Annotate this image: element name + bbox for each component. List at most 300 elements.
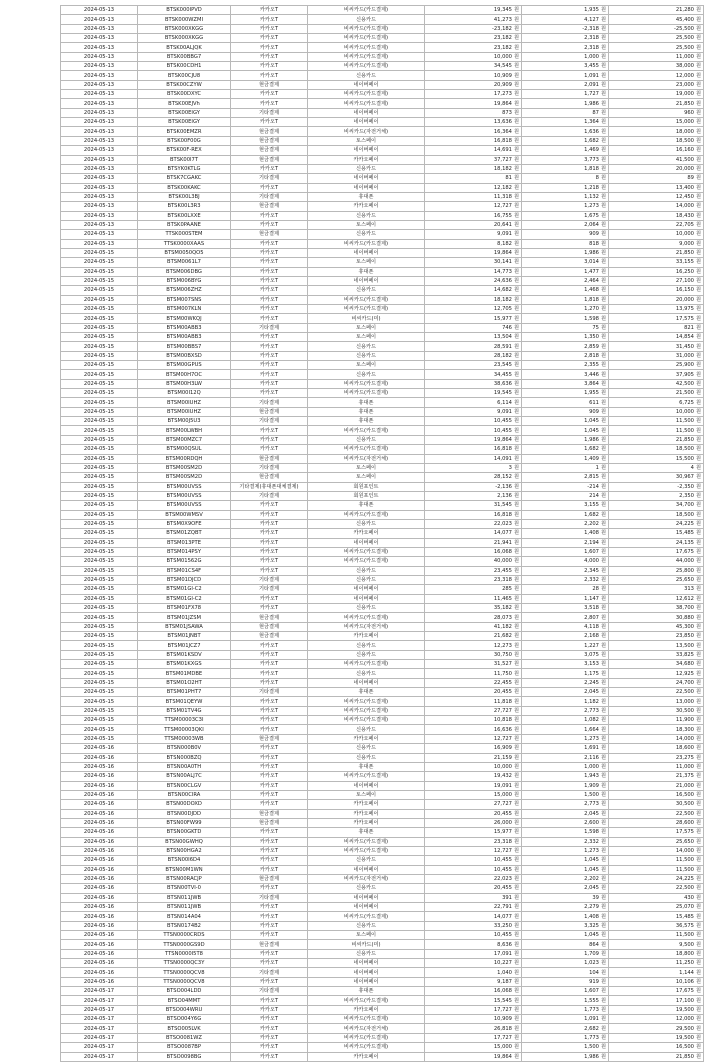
cell-value: BTSN00HGA2 [166, 848, 202, 855]
cell-value: 토스페이 [355, 334, 377, 341]
cell-value: 34,455 [493, 371, 512, 378]
cell-value: 카카오T [259, 595, 279, 602]
order-id-cell [138, 874, 231, 883]
total-amount-cell [609, 314, 704, 323]
supply-amount-cell [425, 669, 522, 678]
cell-value: 2024-05-15 [83, 642, 115, 649]
cell-value: 2024-05-15 [83, 334, 115, 341]
vat-cell [522, 62, 609, 71]
payment-method-cell [308, 818, 425, 827]
payment-method-cell [308, 351, 425, 360]
cell-value: 카카오T [259, 1006, 279, 1013]
cell-value: 1,818 [584, 296, 599, 303]
cell-value: 토스페이 [355, 792, 377, 799]
currency-unit: 원 [513, 577, 519, 584]
order-id-cell [138, 716, 231, 725]
category-cell [231, 846, 308, 855]
cell-value: BTSM00H7OC [165, 371, 202, 378]
supply-amount-cell [425, 856, 522, 865]
cell-value: 430 [684, 894, 694, 901]
table-row [61, 426, 704, 435]
cell-value: 토스페이 [355, 222, 377, 229]
supply-amount-cell [425, 370, 522, 379]
cell-value: 2024-05-16 [83, 810, 115, 817]
category-cell [231, 1005, 308, 1014]
vat-cell [522, 566, 609, 575]
cell-value: 12,925 [675, 670, 694, 677]
total-amount-cell [609, 34, 704, 43]
order-id-cell [138, 959, 231, 968]
currency-unit: 원 [695, 203, 701, 210]
category-cell [231, 463, 308, 472]
cell-value: 26,000 [493, 820, 512, 827]
cell-value: -23,182 [491, 25, 512, 32]
table-row [61, 968, 704, 977]
table-row [61, 192, 704, 201]
currency-unit: 원 [695, 876, 701, 883]
cell-value: 비씨카드(카드결제) [343, 773, 389, 780]
currency-unit: 원 [513, 539, 519, 546]
table-row [61, 24, 704, 33]
currency-unit: 원 [513, 343, 519, 350]
category-cell [231, 968, 308, 977]
cell-value: 카카오T [259, 764, 279, 771]
cell-value: 회원포인트 [353, 493, 379, 500]
order-id-cell [138, 669, 231, 678]
cell-value: BTSK00EIGY [168, 119, 200, 126]
currency-unit: 원 [513, 820, 519, 827]
currency-unit: 원 [513, 978, 519, 985]
payment-method-cell [308, 379, 425, 388]
cell-value: 2024-05-15 [83, 586, 115, 593]
currency-unit: 원 [695, 1025, 701, 1032]
supply-amount-cell [425, 43, 522, 52]
order-id-cell [138, 454, 231, 463]
currency-unit: 원 [513, 324, 519, 331]
payment-method-cell [308, 482, 425, 491]
vat-cell [522, 931, 609, 940]
vat-cell [522, 295, 609, 304]
vat-cell [522, 604, 609, 613]
vat-cell [522, 529, 609, 538]
supply-amount-cell [425, 1024, 522, 1033]
payment-method-cell [308, 333, 425, 342]
date-cell [61, 1052, 138, 1061]
cell-value: 17,575 [675, 315, 694, 322]
cell-value: BTSO0081WZ [166, 1034, 202, 1041]
cell-value: BTSM01MDBE [165, 670, 203, 677]
supply-amount-cell [425, 108, 522, 117]
total-amount-cell [609, 220, 704, 229]
cell-value: 2024-05-16 [83, 745, 115, 752]
cell-value: 1 [595, 465, 599, 472]
cell-value: 1,682 [584, 511, 599, 518]
currency-unit: 원 [695, 119, 701, 126]
total-amount-cell [609, 753, 704, 762]
category-cell [231, 164, 308, 173]
date-cell [61, 725, 138, 734]
date-cell [61, 15, 138, 24]
cell-value: 기타결제 [258, 465, 280, 472]
supply-amount-cell [425, 379, 522, 388]
cell-value: 기타결제 [258, 399, 280, 406]
cell-value: 비씨카드(카드결제) [343, 446, 389, 453]
cell-value: 1,045 [584, 866, 599, 873]
date-cell [61, 463, 138, 472]
cell-value: 2024-05-15 [83, 633, 115, 640]
category-cell [231, 276, 308, 285]
payment-method-cell [308, 71, 425, 80]
category-cell [231, 426, 308, 435]
cell-value: BTSK000WZMI [164, 16, 203, 23]
date-cell [61, 501, 138, 510]
cell-value: 기타결제 [258, 109, 280, 116]
cell-value: 토스페이 [355, 465, 377, 472]
cell-value: 1,986 [584, 1053, 599, 1060]
order-id-cell [138, 968, 231, 977]
cell-value: 신용카드 [355, 371, 377, 378]
cell-value: 카카오T [259, 885, 279, 892]
currency-unit: 원 [600, 679, 606, 686]
currency-unit: 원 [695, 829, 701, 836]
currency-unit: 원 [695, 539, 701, 546]
cell-value: 카카오페이 [353, 156, 379, 163]
currency-unit: 원 [513, 16, 519, 23]
total-amount-cell [609, 865, 704, 874]
category-cell [231, 248, 308, 257]
currency-unit: 원 [600, 371, 606, 378]
cell-value: BTSM01JCZ7 [167, 642, 201, 649]
cell-value: 10,455 [493, 418, 512, 425]
total-amount-cell [609, 417, 704, 426]
cell-value: 1,727 [584, 91, 599, 98]
currency-unit: 원 [695, 605, 701, 612]
currency-unit: 원 [513, 1034, 519, 1041]
vat-cell [522, 108, 609, 117]
currency-unit: 원 [600, 969, 606, 976]
cell-value: 10,000 [675, 231, 694, 238]
cell-value: 15,485 [675, 913, 694, 920]
cell-value: 13,504 [493, 334, 512, 341]
cell-value: 휴대폰 [358, 418, 374, 425]
table-row [61, 669, 704, 678]
category-cell [231, 856, 308, 865]
table-row [61, 613, 704, 622]
currency-unit: 원 [600, 857, 606, 864]
payment-method-cell [308, 361, 425, 370]
currency-unit: 원 [513, 35, 519, 42]
cell-value: 현금결제 [258, 455, 280, 462]
category-cell [231, 174, 308, 183]
category-cell [231, 744, 308, 753]
total-amount-cell [609, 501, 704, 510]
cell-value: 3,075 [584, 651, 599, 658]
cell-value: 2024-05-16 [83, 913, 115, 920]
supply-amount-cell [425, 566, 522, 575]
cell-value: 1,598 [584, 315, 599, 322]
cell-value: 2024-05-16 [83, 941, 115, 948]
cell-value: 1,477 [584, 268, 599, 275]
cell-value: 2,116 [584, 754, 599, 761]
supply-amount-cell [425, 706, 522, 715]
vat-cell [522, 557, 609, 566]
currency-unit: 원 [600, 866, 606, 873]
cell-value: 28,073 [493, 614, 512, 621]
payment-method-cell [308, 706, 425, 715]
payment-method-cell [308, 641, 425, 650]
currency-unit: 원 [695, 960, 701, 967]
currency-unit: 원 [600, 829, 606, 836]
category-cell [231, 323, 308, 332]
date-cell [61, 1024, 138, 1033]
date-cell [61, 790, 138, 799]
order-id-cell [138, 912, 231, 921]
date-cell [61, 230, 138, 239]
vat-cell [522, 837, 609, 846]
order-id-cell [138, 921, 231, 930]
currency-unit: 원 [695, 670, 701, 677]
cell-value: 14,077 [493, 530, 512, 537]
cell-value: BTSM006ZHZ [166, 287, 202, 294]
payment-method-cell [308, 809, 425, 818]
cell-value: BTSM014PSY [167, 549, 201, 556]
cell-value: 카카오T [259, 380, 279, 387]
payment-method-cell [308, 725, 425, 734]
cell-value: 2024-05-13 [83, 222, 115, 229]
currency-unit: 원 [600, 44, 606, 51]
table-row [61, 1015, 704, 1024]
total-amount-cell [609, 987, 704, 996]
cell-value: BTSM01PHT7 [166, 689, 202, 696]
cell-value: 토스페이 [355, 362, 377, 369]
order-id-cell [138, 1005, 231, 1014]
cell-value: BTSK7CGAKC [166, 175, 202, 182]
cell-value: BTSK00KAKC [167, 184, 201, 191]
cell-value: 카카오T [259, 362, 279, 369]
cell-value: 2,045 [584, 810, 599, 817]
date-cell [61, 678, 138, 687]
order-id-cell [138, 828, 231, 837]
cell-value: 신용카드 [355, 605, 377, 612]
category-cell [231, 874, 308, 883]
order-id-cell [138, 538, 231, 547]
cell-value: 1,273 [584, 203, 599, 210]
category-cell [231, 389, 308, 398]
cell-value: 휴대폰 [358, 829, 374, 836]
cell-value: 20,641 [493, 222, 512, 229]
cell-value: 2024-05-17 [83, 1053, 115, 1060]
order-id-cell [138, 417, 231, 426]
currency-unit: 원 [695, 390, 701, 397]
cell-value: BTSN011JWB [166, 894, 202, 901]
date-cell [61, 192, 138, 201]
table-row [61, 1005, 704, 1014]
currency-unit: 원 [600, 63, 606, 70]
category-cell [231, 146, 308, 155]
total-amount-cell [609, 407, 704, 416]
cell-value: 22,023 [493, 876, 512, 883]
category-cell [231, 510, 308, 519]
cell-value: 2,682 [584, 1025, 599, 1032]
payment-method-cell [308, 884, 425, 893]
total-amount-cell [609, 118, 704, 127]
currency-unit: 원 [513, 904, 519, 911]
order-id-cell [138, 790, 231, 799]
cell-value: 14,691 [493, 147, 512, 154]
currency-unit: 원 [513, 876, 519, 883]
table-row [61, 435, 704, 444]
date-cell [61, 6, 138, 15]
cell-value: 24,225 [675, 876, 694, 883]
cell-value: 비씨카드(자전거체) [343, 1025, 389, 1032]
payment-method-cell [308, 239, 425, 248]
currency-unit: 원 [695, 586, 701, 593]
cell-value: 현금결제 [258, 474, 280, 481]
total-amount-cell [609, 613, 704, 622]
total-amount-cell [609, 286, 704, 295]
cell-value: 신용카드 [355, 567, 377, 574]
total-amount-cell [609, 874, 704, 883]
cell-value: 9,000 [679, 240, 694, 247]
cell-value: 네이버페이 [353, 904, 379, 911]
cell-value: 41,500 [675, 156, 694, 163]
cell-value: 2024-05-16 [83, 885, 115, 892]
table-row [61, 15, 704, 24]
table-row [61, 295, 704, 304]
total-amount-cell [609, 333, 704, 342]
payment-method-cell [308, 688, 425, 697]
currency-unit: 원 [695, 623, 701, 630]
currency-unit: 원 [695, 81, 701, 88]
order-id-cell [138, 641, 231, 650]
currency-unit: 원 [600, 904, 606, 911]
payment-method-cell [308, 90, 425, 99]
currency-unit: 원 [695, 633, 701, 640]
cell-value: 41,273 [493, 16, 512, 23]
order-id-cell [138, 463, 231, 472]
payment-method-cell [308, 557, 425, 566]
currency-unit: 원 [600, 465, 606, 472]
cell-value: 14,682 [493, 287, 512, 294]
table-row [61, 407, 704, 416]
cell-value: 2024-05-17 [83, 997, 115, 1004]
date-cell [61, 865, 138, 874]
cell-value: 2,355 [584, 362, 599, 369]
cell-value: 카카오T [259, 698, 279, 705]
cell-value: 신용카드 [355, 212, 377, 219]
payment-method-cell [308, 127, 425, 136]
currency-unit: 원 [695, 558, 701, 565]
cell-value: 1,000 [584, 53, 599, 60]
payment-method-cell [308, 790, 425, 799]
payment-method-cell [308, 389, 425, 398]
supply-amount-cell [425, 34, 522, 43]
cell-value: 비씨카드(카드결제) [343, 380, 389, 387]
cell-value: 24,700 [675, 679, 694, 686]
supply-amount-cell [425, 940, 522, 949]
currency-unit: 원 [600, 352, 606, 359]
date-cell [61, 24, 138, 33]
vat-cell [522, 622, 609, 631]
order-id-cell [138, 220, 231, 229]
order-id-cell [138, 1024, 231, 1033]
cell-value: 2024-05-15 [83, 530, 115, 537]
cell-value: 2024-05-15 [83, 614, 115, 621]
currency-unit: 원 [600, 670, 606, 677]
vat-cell [522, 463, 609, 472]
category-cell [231, 370, 308, 379]
cell-value: 21,500 [675, 390, 694, 397]
cell-value: 15,000 [493, 1044, 512, 1051]
total-amount-cell [609, 529, 704, 538]
currency-unit: 원 [695, 735, 701, 742]
total-amount-cell [609, 557, 704, 566]
currency-unit: 원 [695, 661, 701, 668]
cell-value: 2024-05-15 [83, 278, 115, 285]
cell-value: BTSK00LXXE [167, 212, 201, 219]
cell-value: 비씨카드(카드결제) [343, 306, 389, 313]
currency-unit: 원 [695, 1016, 701, 1023]
currency-unit: 원 [513, 717, 519, 724]
cell-value: 19,864 [493, 1053, 512, 1060]
currency-unit: 원 [695, 194, 701, 201]
supply-amount-cell [425, 510, 522, 519]
currency-unit: 원 [695, 782, 701, 789]
cell-value: 18,600 [675, 745, 694, 752]
cell-value: TTSK0000XAAS [163, 240, 205, 247]
cell-value: BTSN00FW99 [166, 820, 202, 827]
cell-value: 2024-05-15 [83, 735, 115, 742]
vat-cell [522, 874, 609, 883]
cell-value: 909 [589, 408, 599, 415]
supply-amount-cell [425, 192, 522, 201]
currency-unit: 원 [695, 259, 701, 266]
cell-value: 카카오T [259, 642, 279, 649]
cell-value: 75 [592, 324, 599, 331]
vat-cell [522, 660, 609, 669]
currency-unit: 원 [695, 801, 701, 808]
cell-value: 2024-05-15 [83, 296, 115, 303]
cell-value: 비씨카드(카드결제) [343, 661, 389, 668]
date-cell [61, 258, 138, 267]
total-amount-cell [609, 949, 704, 958]
currency-unit: 원 [513, 848, 519, 855]
category-cell [231, 996, 308, 1005]
table-row [61, 361, 704, 370]
cell-value: 2024-05-15 [83, 315, 115, 322]
currency-unit: 원 [513, 212, 519, 219]
cell-value: 휴대폰 [358, 764, 374, 771]
cell-value: 신용카드 [355, 885, 377, 892]
category-cell [231, 538, 308, 547]
cell-value: 회원포인트 [353, 483, 379, 490]
table-row [61, 1033, 704, 1042]
cell-value: 비씨카드(자전거체) [343, 128, 389, 135]
table-row [61, 155, 704, 164]
currency-unit: 원 [513, 184, 519, 191]
payment-method-cell [308, 519, 425, 528]
cell-value: 카카오T [259, 371, 279, 378]
cell-value: 10,455 [493, 427, 512, 434]
supply-amount-cell [425, 333, 522, 342]
supply-amount-cell [425, 463, 522, 472]
cell-value: 현금결제 [258, 408, 280, 415]
vat-cell [522, 43, 609, 52]
currency-unit: 원 [695, 53, 701, 60]
cell-value: 네이버페이 [353, 586, 379, 593]
cell-value: 현금결제 [258, 633, 280, 640]
category-cell [231, 688, 308, 697]
